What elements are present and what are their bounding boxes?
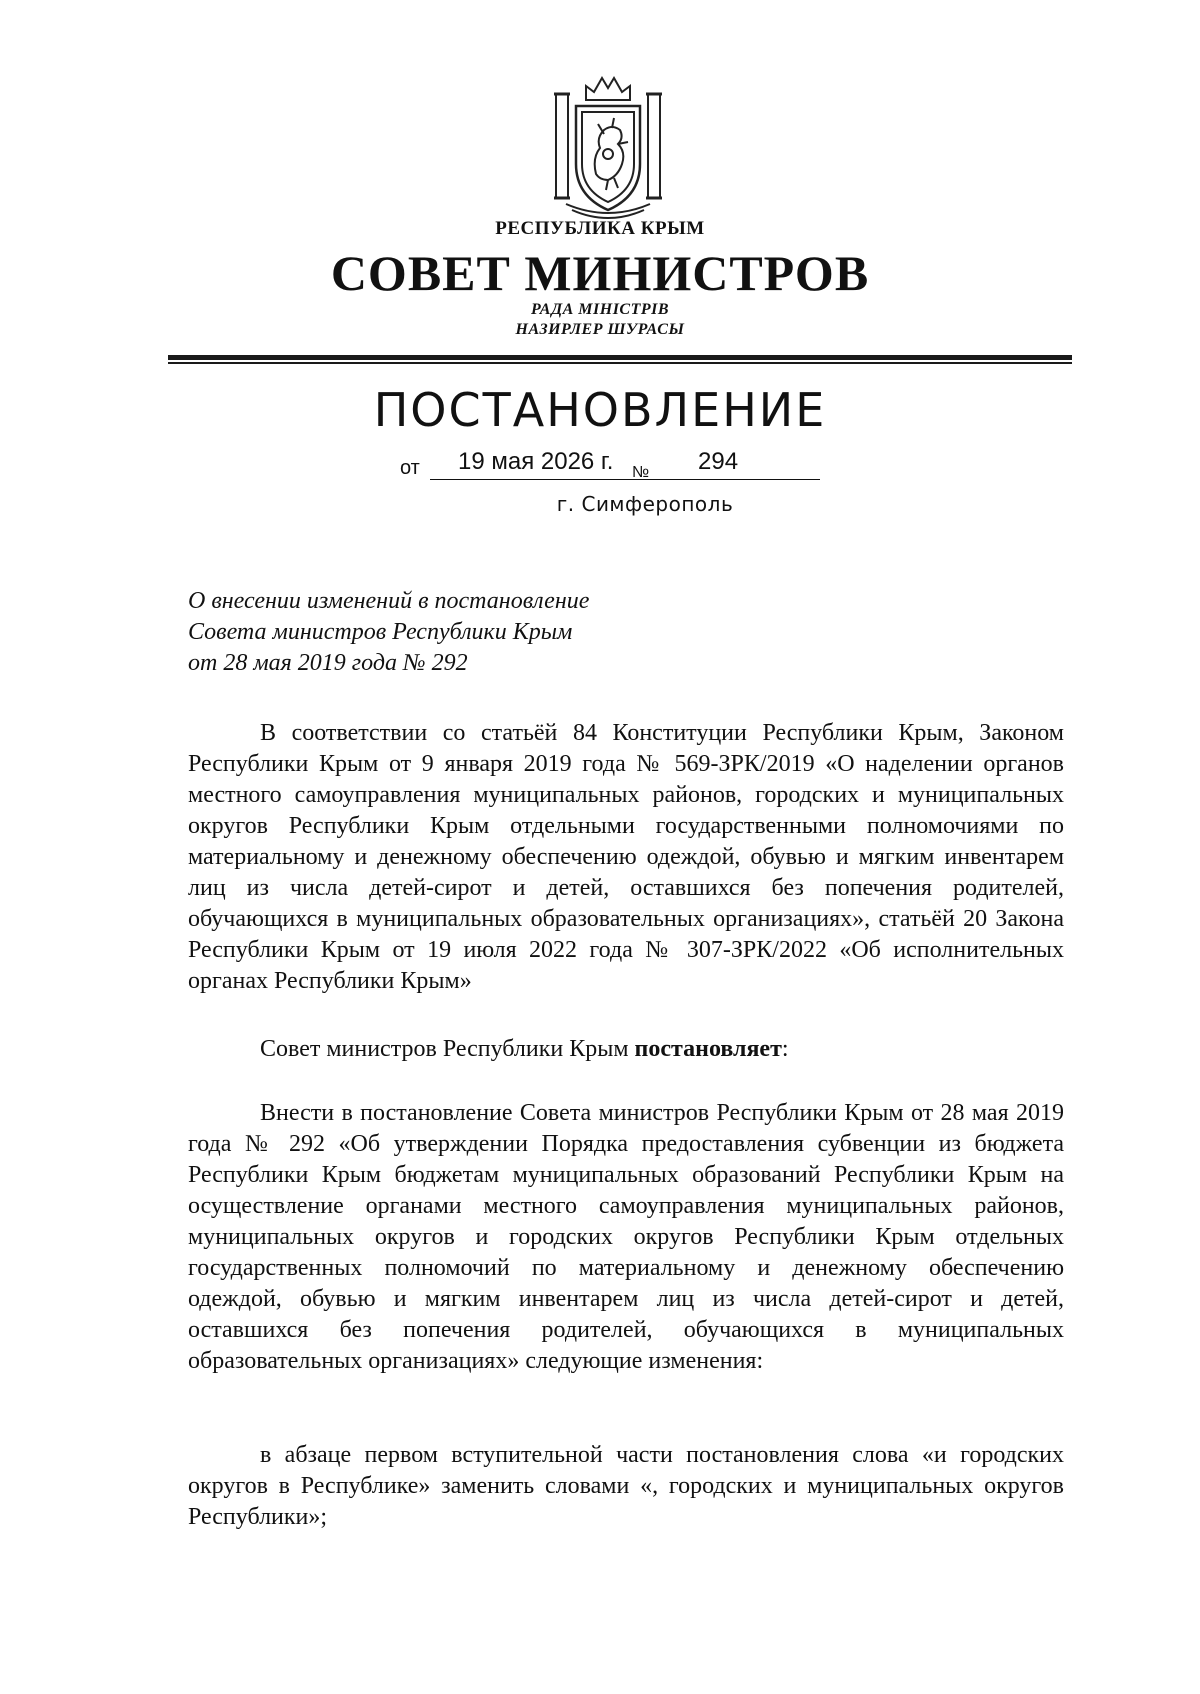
date-number-line [400,446,820,486]
council-name-ukrainian: РАДА МІНІСТРІВ [530,301,670,318]
republic-name: РЕСПУБЛИКА КРЫМ [495,218,705,239]
change-item-paragraph: в абзаце первом вступительной части постановления слова «и городских округов в Республике» заменить словами «, городских и муниципальных округов Республики»; [188,1442,1064,1530]
document-title: ПОСТАНОВЛЕНИЕ [373,383,827,437]
document-date: 19 мая 2026 г. [458,448,614,475]
header-divider-thin [168,362,1072,364]
from-label: от [400,457,420,479]
amendment-paragraph: Внести в постановление Совета министров Республики Крым от 28 мая 2019 года № 292 «Об утверждении Порядка предоставления субвенции из бюджета Республики Крым бюджетам муниципальных образований Республики Крым на осуществление органами местного самоуправления муниципальных районов, муниципальных округов и городских округов Республики Крым отдельных государственных полномочий по материальному и денежному обеспечению одеждой, обувью и мягким инвентарем лиц из числа детей-сирот и детей, оставшихся без попечения родителей, обучающихся в муниципальных образовательных организациях» следующие изменения: [188,1100,1064,1374]
header-divider-thick [168,355,1072,360]
resolves-keyword: постановляет [634,1036,782,1062]
document-city: г. Симферополь [556,492,734,516]
resolves-text: Совет министров Республики Крым [260,1036,635,1062]
council-name: СОВЕТ МИНИСТРОВ [330,245,870,301]
number-sign: № [632,464,650,481]
coat-of-arms-icon [552,72,664,220]
date-underline [430,479,820,480]
document-number: 294 [698,448,739,475]
subject-line: О внесении изменений в постановление [188,588,590,614]
council-name-crimean-tatar: НАЗИРЛЕР ШУРАСЫ [515,321,685,338]
preamble-paragraph: В соответствии со статьёй 84 Конституции Республики Крым, Законом Республики Крым от 9 января 2019 года № 569-ЗРК/2019 «О наделении органов местного самоуправления муниципальных районов, городских и муниципальных округов Республики Крым отдельными государственными полномочиями по материальному и денежному обеспечению одеждой, обувью и мягким инвентарем лиц из числа детей-сирот и детей, оставшихся без попечения родителей, обучающихся в муниципальных образовательных организациях», статьёй 20 Закона Республики Крым от 19 июля 2022 года № 307-ЗРК/2022 «Об исполнительных органах Республики Крым» [188,720,1064,994]
subject-line: от 28 мая 2019 года № 292 [188,650,468,676]
resolves-paragraph [188,1034,1064,1065]
resolves-colon: : [781,1036,789,1062]
document-subject [188,586,589,679]
subject-line: Совета министров Республики Крым [188,619,573,645]
